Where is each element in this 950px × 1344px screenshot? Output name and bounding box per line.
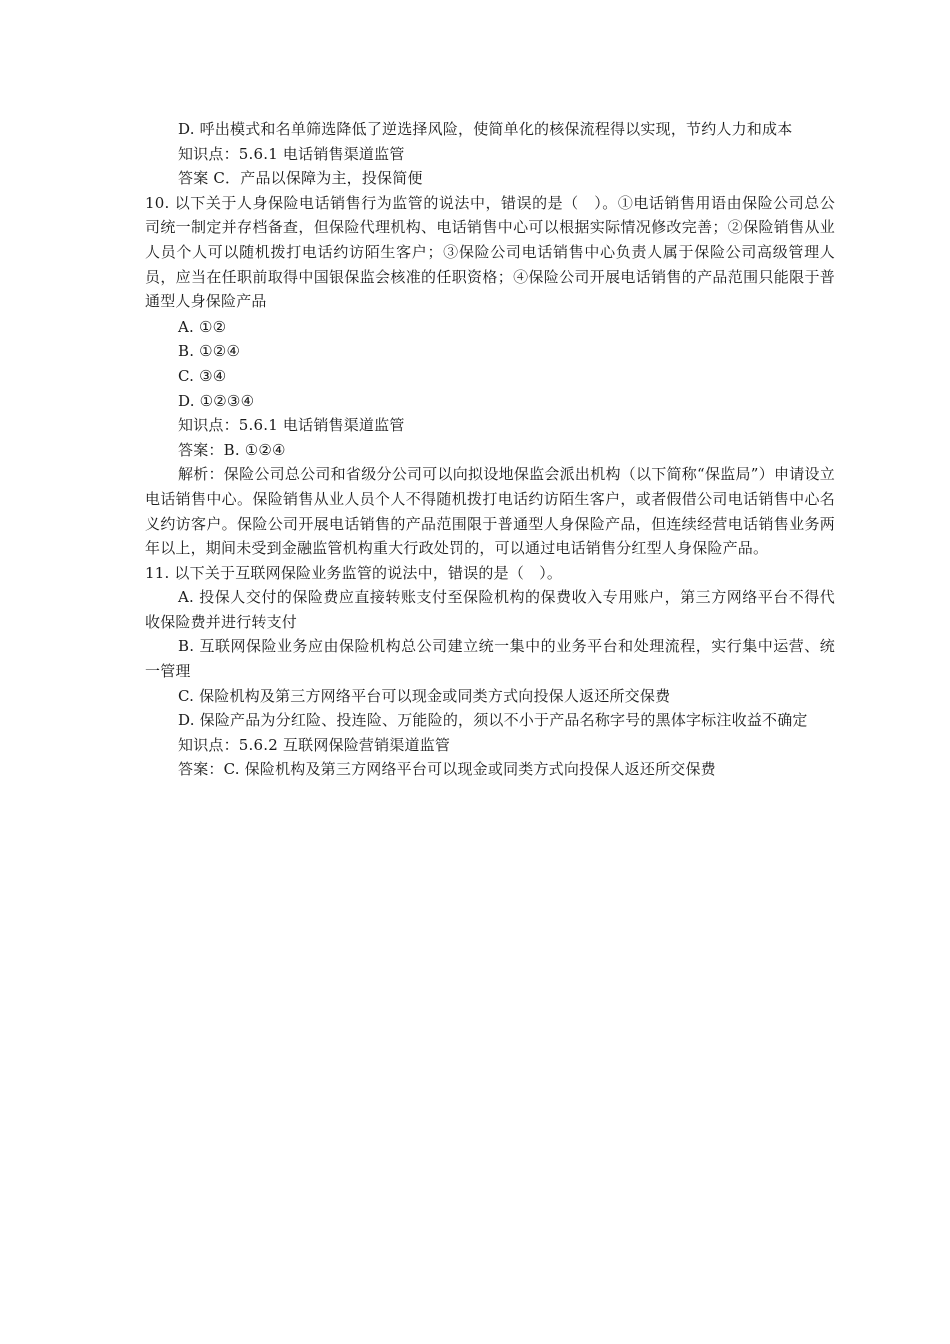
q11-option-a: A. 投保人交付的保险费应直接转账支付至保险机构的保费收入专用账户，第三方网络平台不得代收保险费并进行转支付: [145, 588, 835, 631]
q10-option-d: D. ①②③④: [178, 391, 255, 410]
q10-answer: 答案：B. ①②④: [178, 440, 286, 459]
document-body: [145, 117, 835, 782]
q11-option-d: D. 保险产品为分红险、投连险、万能险的，须以不小于产品名称字号的黑体字标注收益不确定: [178, 711, 808, 730]
q11-answer: 答案：C. 保险机构及第三方网络平台可以现金或同类方式向投保人返还所交保费: [178, 760, 716, 779]
q10-stem: 10. 以下关于人身保险电话销售行为监管的说法中，错误的是（ ）。①电话销售用语由保险公司总公司统一制定并存档备查，但保险代理机构、电话销售中心可以根据实际情况修改完善；②保险销售从业人员个人可以随机拨打电话约访陌生客户；③保险公司电话销售中心负责人属于保险公司高级管理人员，应当在任职前取得中国银保监会核准的任职资格；④保险公司开展电话销售的产品范围只能限于普通型人身保险产品: [145, 193, 835, 311]
q10-analysis: 解析：保险公司总公司和省级分公司可以向拟设地保监会派出机构（以下简称“保监局”）申请设立电话销售中心。保险销售从业人员个人不得随机拨打电话约访陌生客户，或者假借公司电话销售中心名义约访客户。保险公司开展电话销售的产品范围限于普通型人身保险产品，但连续经营电话销售业务两年以上，期间未受到金融监管机构重大行政处罚的，可以通过电话销售分红型人身保险产品。: [145, 465, 835, 558]
q11-knowledge-point: 知识点：5.6.2 互联网保险营销渠道监管: [178, 735, 451, 754]
q10-option-c: C. ③④: [178, 366, 227, 385]
q9-option-d: D. 呼出模式和名单筛选降低了逆选择风险，使简单化的核保流程得以实现，节约人力和成本: [178, 120, 793, 138]
q11-option-c: C. 保险机构及第三方网络平台可以现金或同类方式向投保人返还所交保费: [178, 686, 671, 705]
q11-stem: 11. 以下关于互联网保险业务监管的说法中，错误的是（ ）。: [145, 563, 563, 582]
q9-answer: 答案 C．产品以保障为主，投保简便: [178, 169, 423, 188]
q9-knowledge-point: 知识点：5.6.1 电话销售渠道监管: [178, 144, 405, 163]
q10-option-a: A. ①②: [178, 317, 227, 336]
q11-option-b: B. 互联网保险业务应由保险机构总公司建立统一集中的业务平台和处理流程，实行集中运营、统一管理: [145, 637, 835, 681]
q10-knowledge-point: 知识点：5.6.1 电话销售渠道监管: [178, 416, 405, 435]
q10-option-b: B. ①②④: [178, 342, 241, 361]
